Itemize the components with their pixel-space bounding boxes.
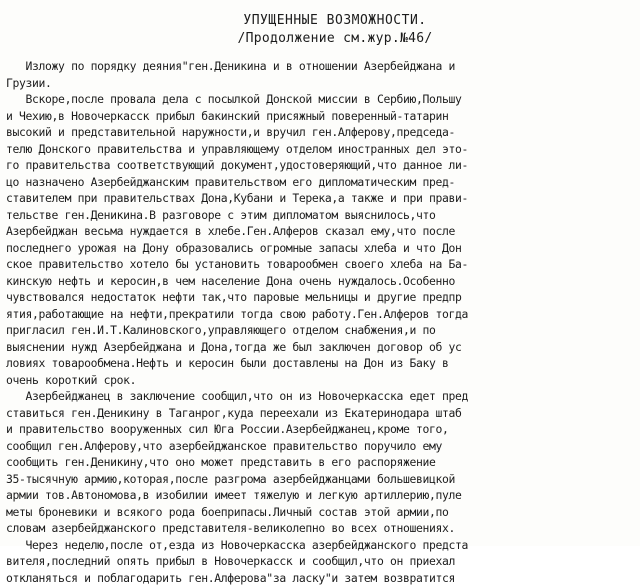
- text-line: словам азербейджанского представителя-великолепно во всех отношениях.: [6, 520, 636, 537]
- text-line: ставителем при правительствах Дона,Кубани и Терека,а также и при прави-: [6, 190, 636, 207]
- document-subtitle: /Продолжение см.жур.№46/: [0, 30, 640, 48]
- text-line: сообщить ген.Деникину,что оно может представить в его распоряжение: [6, 454, 636, 471]
- text-line: очень короткий срок.: [6, 372, 636, 389]
- text-line: чувствовался недостаток нефти так,что паровые мельницы и другие предпр: [6, 289, 636, 306]
- text-line: и правительство вооруженных сил Юга России.Азербейджанец,кроме того,: [6, 421, 636, 438]
- text-line: сообщил ген.Алферову,что азербейджанское правительство поручило ему: [6, 438, 636, 455]
- text-line: телю Донского правительства и управляющему отделом иностранных дел это-: [6, 141, 636, 158]
- text-line: меты броневики и всякого рода боеприпасы.Личный состав этой армии,по: [6, 504, 636, 521]
- text-line: Азербейджан весьма нуждается в хлебе.Ген.Алферов сказал ему,что после: [6, 223, 636, 240]
- text-line: последнего урожая на Дону образовались огромные запасы хлеба и что Дон: [6, 240, 636, 257]
- text-line: высокий и представительной наружности,и вручил ген.Алферову,председа-: [6, 124, 636, 141]
- text-line: цо назначено Азербейджанским правительством его дипломатическим пред-: [6, 174, 636, 191]
- text-line: тельстве ген.Деникина.В разговоре с этим дипломатом выяснилось,что: [6, 207, 636, 224]
- text-line: армии тов.Автономова,в изобилии имеет тяжелую и легкую артиллерию,пуле: [6, 487, 636, 504]
- text-line: Грузии.: [6, 75, 636, 92]
- document-title: УПУЩЕННЫЕ ВОЗМОЖНОСТИ.: [0, 12, 640, 30]
- text-line: кинскую нефть и керосин,в чем население Дона очень нуждалось.Особенно: [6, 273, 636, 290]
- text-line: ловиях товарообмена.Нефть и керосин были доставлены на Дон из Баку в: [6, 355, 636, 372]
- text-line: ятия,работающие на нефти,прекратили тогда свою работу.Ген.Алферов тогда: [6, 306, 636, 323]
- text-line: откланяться и поблагодарить ген.Алферова"за ласку"и затем возвратится: [6, 570, 636, 586]
- text-line: Азербейджанец в заключение сообщил,что он из Новочеркасска едет пред: [6, 388, 636, 405]
- text-line: вителя,последний опять прибыл в Новочеркасск и сообщил,что он приехал: [6, 553, 636, 570]
- text-line: 35-тысячную армию,которая,после разгрома азербейджанцами большевицкой: [6, 471, 636, 488]
- text-line: выяснении нужд Азербейджана и Дона,тогда же был заключен договор об ус: [6, 339, 636, 356]
- text-line: го правительства соответствующий документ,удостоверяющий,что данное ли-: [6, 157, 636, 174]
- text-line: ставиться ген.Деникину в Таганрог,куда переехали из Екатеринодара штаб: [6, 405, 636, 422]
- text-line: Через неделю,после от,езда из Новочеркасска азербейджанского предста: [6, 537, 636, 554]
- text-line: пригласил ген.И.Т.Калиновского,управляющего отделом снабжения,и по: [6, 322, 636, 339]
- text-line: Вскоре,после провала дела с посылкой Донской миссии в Сербию,Польшу: [6, 91, 636, 108]
- text-line: и Чехию,в Новочеркасск прибыл бакинский присяжный поверенный-татарин: [6, 108, 636, 125]
- title-block: [0, 12, 640, 48]
- text-line: ское правительство хотело бы установить товарообмен своего хлеба на Ба-: [6, 256, 636, 273]
- text-line: Изложу по порядку деяния"ген.Деникина и в отношении Азербейджана и: [6, 58, 636, 75]
- document-body: [6, 58, 636, 586]
